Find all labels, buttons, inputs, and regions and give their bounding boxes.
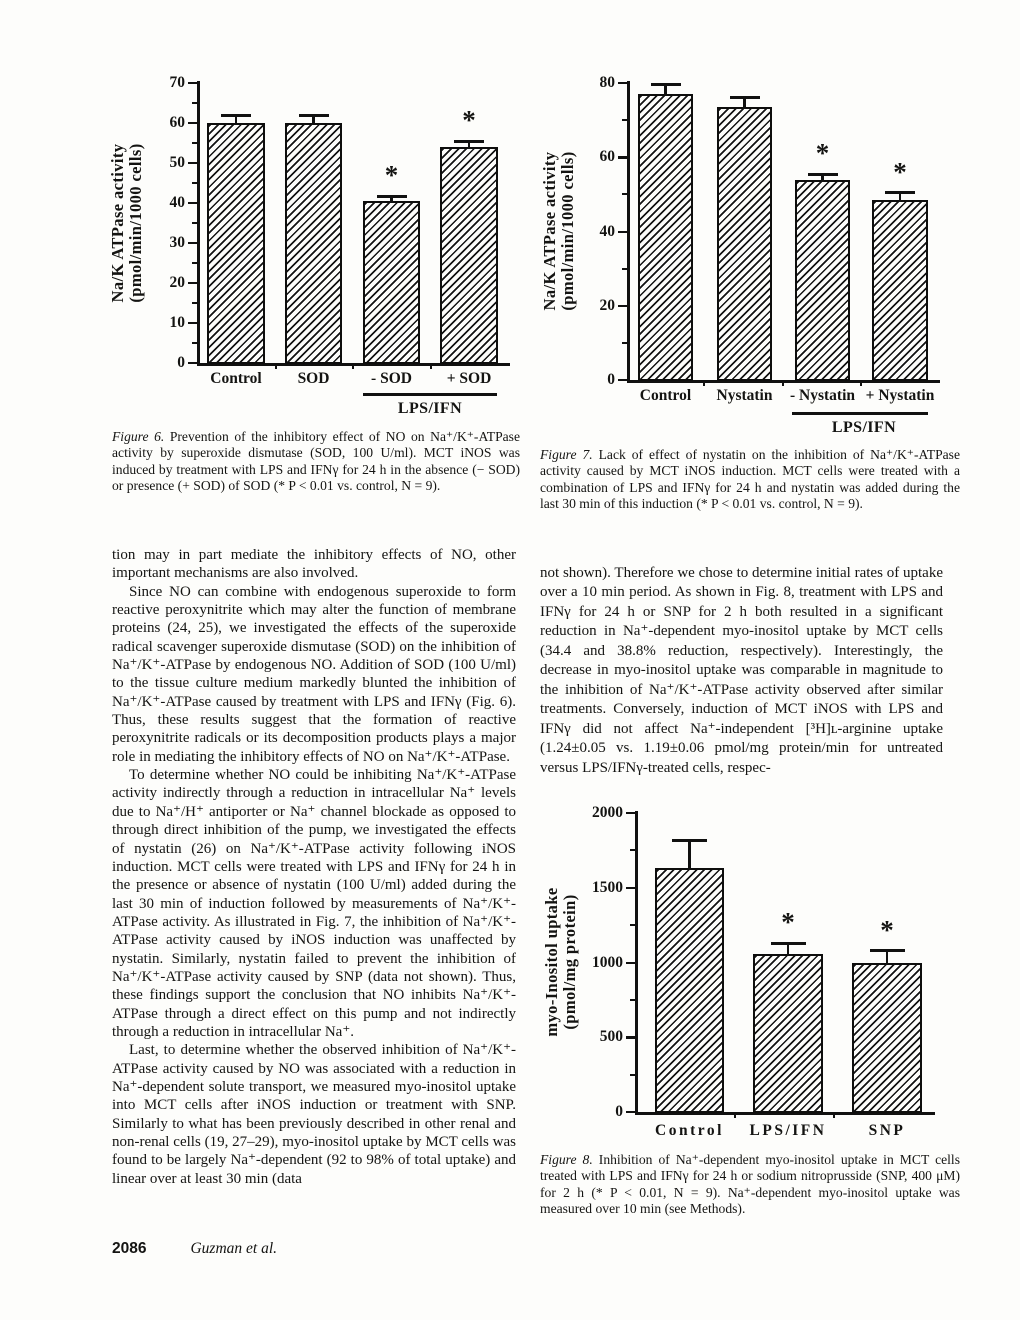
figure6-bar-chart [100, 55, 520, 427]
y-tick [188, 322, 197, 324]
error-bar-stem [787, 943, 789, 955]
y-tick-label: 40 [169, 194, 185, 211]
y-tick-label: 60 [169, 114, 185, 131]
y-tick [626, 812, 635, 814]
error-bar-cap [672, 839, 707, 842]
y-axis-title-line: Na/K ATPase activity [540, 151, 559, 311]
y-axis [635, 811, 638, 1114]
y-tick-label: 0 [615, 1103, 623, 1120]
y-minor-tick [630, 999, 635, 1001]
x-minor-tick [734, 1114, 736, 1118]
y-minor-tick [192, 262, 197, 264]
y-axis-title-line: myo-Inositol uptake [542, 887, 561, 1037]
category-label: - SOD [371, 370, 412, 387]
y-tick-label: 0 [177, 354, 185, 371]
bar [638, 94, 693, 381]
bar [655, 868, 724, 1113]
y-tick [188, 122, 197, 124]
y-minor-tick [192, 182, 197, 184]
y-tick-label: 1000 [592, 953, 623, 971]
figure8-caption [540, 1152, 960, 1218]
error-bar-cap [651, 83, 681, 86]
error-bar-cap [730, 96, 760, 99]
y-tick-label: 1500 [592, 878, 623, 896]
body-paragraph: tion may in part mediate the inhibitory effects of NO, other important mechanisms are also involved. [112, 547, 516, 582]
figure8-bar-chart [520, 785, 980, 1165]
significance-asterisk: * [880, 914, 894, 945]
significance-asterisk: * [815, 137, 830, 168]
category-label: - Nystatin [789, 387, 855, 404]
y-minor-tick [192, 222, 197, 224]
y-tick [618, 156, 627, 158]
y-minor-tick [622, 342, 627, 344]
figure6-caption-label: Figure 6. [112, 429, 165, 444]
y-tick [188, 82, 197, 84]
y-minor-tick [630, 1074, 635, 1076]
category-label: Control [655, 1122, 724, 1139]
y-tick-label: 60 [599, 148, 615, 166]
y-axis-title-line: Na/K ATPase activity [108, 143, 127, 303]
y-axis-title-line: (pmol/mg protein) [559, 894, 579, 1030]
category-label: SOD [297, 370, 330, 387]
category-label: Control [639, 387, 692, 404]
body-paragraph: Since NO can combine with endogenous superoxide to form reactive peroxynitrite which may alter the function of membrane proteins (24, 25), we investigated the effects of the superoxide radical scavenger superoxide dismutase (SOD) on the inhibition of Na⁺/K⁺-ATPase by endogenous NO. Addition of SOD (100 U/ml) to the tissue culture medium markedly blunted the inhibition of Na⁺/K⁺-ATPase caused by treatment with LPS and IFNγ (Fig. 6). Thus, these results suggest that the formation of reactive peroxynitrite radicals or its decomposition products plays a major role in mediating the inhibitory effects of NO on Na⁺/K⁺-ATPase. [112, 583, 516, 765]
figure8-caption-text: Inhibition of Na⁺-dependent myo-inositol uptake in MCT cells treated with LPS and IFNγ for 24 h or sodium nitroprusside (SNP, 400 μM) for 2 h (* P < 0.01, N = 9). Na⁺-dependent myo-inositol uptake was measured over 10 min (see Methods). [540, 1152, 960, 1217]
group-bracket [363, 393, 497, 396]
y-tick-label: 30 [169, 234, 185, 251]
y-axis [627, 81, 630, 382]
y-tick [188, 362, 197, 364]
error-bar-cap [221, 114, 251, 117]
y-tick [626, 1036, 635, 1038]
y-axis-title [109, 58, 147, 388]
y-tick [618, 231, 627, 233]
y-tick [188, 162, 197, 164]
y-minor-tick [630, 849, 635, 851]
y-minor-tick [622, 193, 627, 195]
y-minor-tick [192, 102, 197, 104]
bar [852, 963, 922, 1114]
error-bar-stem [664, 85, 666, 96]
x-minor-tick [782, 382, 784, 386]
figure7-caption [540, 447, 960, 513]
error-bar-cap [885, 191, 915, 194]
significance-asterisk: * [893, 156, 907, 187]
bar [440, 147, 498, 364]
page-footer [112, 1240, 277, 1258]
significance-asterisk: * [462, 105, 476, 135]
page-number: 2086 [112, 1240, 147, 1257]
y-tick-label: 500 [599, 1028, 623, 1046]
error-bar-cap [454, 140, 484, 143]
y-minor-tick [192, 342, 197, 344]
category-label: + SOD [446, 370, 492, 387]
y-tick-label: 20 [169, 274, 185, 291]
right-text-column [540, 564, 943, 778]
y-tick-label: 0 [607, 371, 615, 388]
figure7-caption-label: Figure 7. [540, 447, 593, 462]
y-tick-label: 2000 [592, 804, 623, 821]
y-tick [618, 379, 627, 381]
body-paragraph: not shown). Therefore we chose to determine initial rates of uptake over a 10 min period. As shown in Fig. 8, treatment with LPS and IFNγ for 24 h or SNP for 2 h both resulted in a significant reduction in Na⁺-dependent myo-inositol uptake by MCT cells (34.4 and 38.8% reduction, respectively). Interestingly, the decrease in myo-inositol uptake was comparable in magnitude to the inhibition of Na⁺/K⁺-ATPase activity observed after similar treatments. Conversely, induction of MCT iNOS with LPS and IFNγ did not affect Na⁺-independent [³H]ʟ-arginine uptake (1.24±0.05 vs. 1.19±0.06 pmol/mg protein/min for untreated versus LPS/IFNγ-treated cells, respec- [540, 565, 943, 776]
bar [872, 200, 928, 381]
error-bar-stem [743, 98, 745, 109]
group-label: LPS/IFN [831, 419, 897, 436]
error-bar-cap [771, 942, 806, 945]
category-label: + Nystatin [865, 387, 935, 404]
category-label: Nystatin [716, 387, 773, 404]
error-bar-stem [886, 951, 888, 965]
figure7-caption-text: Lack of effect of nystatin on the inhibition of Na⁺/K⁺-ATPase activity caused by MCT iNOS induction. MCT cells were treated with a combination of LPS and IFNγ for 24 h and nystatin was added during the last 30 min of this induction (* P < 0.01 vs. control, N = 9). [540, 447, 960, 512]
y-tick [626, 887, 635, 889]
y-axis-title-line: (pmol/min/1000 cells) [557, 151, 577, 311]
group-label: LPS/IFN [397, 400, 463, 417]
y-tick [618, 305, 627, 307]
significance-asterisk: * [781, 907, 795, 938]
bar [207, 123, 265, 364]
running-authors: Guzman et al. [190, 1240, 278, 1257]
y-tick [618, 82, 627, 84]
significance-asterisk: * [384, 160, 399, 191]
y-minor-tick [630, 924, 635, 926]
y-axis-title-line: (pmol/min/1000 cells) [125, 143, 145, 303]
x-minor-tick [703, 382, 705, 386]
bar [753, 954, 823, 1113]
x-minor-tick [430, 365, 432, 369]
y-tick [626, 962, 635, 964]
bar [285, 123, 342, 364]
y-tick [188, 282, 197, 284]
y-minor-tick [192, 302, 197, 304]
x-minor-tick [352, 365, 354, 369]
figure6-caption-text: Prevention of the inhibitory effect of NO on Na⁺/K⁺-ATPase activity by superoxide dismutase (SOD, 100 U/ml). MCT iNOS was induced by treatment with LPS and IFNγ for 24 h in the absence (− SOD) or presence (+ SOD) of SOD (* P < 0.01 vs. control, N = 9). [112, 429, 520, 494]
category-label: SNP [868, 1122, 906, 1139]
group-bracket [792, 412, 928, 415]
y-tick-label: 20 [599, 296, 615, 314]
x-minor-tick [275, 365, 277, 369]
y-tick-label: 70 [169, 74, 185, 91]
figure6-caption [112, 429, 520, 495]
y-axis-title [541, 66, 579, 396]
left-text-column [112, 546, 516, 1188]
x-minor-tick [833, 1114, 835, 1118]
body-paragraph: Last, to determine whether the observed inhibition of Na⁺/K⁺-ATPase activity caused by NO was associated with a reduction in Na⁺-dependent solute transport, we measured myo-inositol uptake into MCT cells after iNOS induction or treatment with SNP. Similarly to what has been previously described in other renal and non-renal cells (19, 27–29), myo-inositol uptake by MCT cells was found to be largely Na⁺-dependent (92 to 98% of total uptake) and linear over at least 30 min (data [112, 1042, 516, 1187]
y-tick [626, 1111, 635, 1113]
category-label: Control [210, 370, 262, 387]
error-bar-cap [870, 949, 905, 952]
body-paragraph: To determine whether NO could be inhibiting Na⁺/K⁺-ATPase activity indirectly through a reduction in intracellular Na⁺ levels due to Na⁺/H⁺ antiporter or Na⁺ channel blockade as opposed to through direct inhibition of the pump, we investigated the effects of nystatin (26) on Na⁺/K⁺-ATPase activity following iNOS induction. MCT cells were treated with LPS and IFNγ for 24 h in the presence or absence of nystatin (100 U/ml) added during the last 30 min of induction followed by measurements of Na⁺/K⁺-ATPase activity. As illustrated in Fig. 7, the inhibition of Na⁺/K⁺-ATPase activity caused by iNOS induction was unaffected by nystatin. Similarly, nystatin failed to prevent the inhibition of Na⁺/K⁺-ATPase activity caused by SNP (data not shown). Thus, these findings support the conclusion that NO inhibits Na⁺/K⁺-ATPase through a direct effect on this pump and not indirectly through a reduction in intracellular Na⁺. [112, 767, 516, 1040]
bar [795, 180, 850, 381]
bar [363, 201, 420, 364]
y-tick-label: 40 [599, 222, 615, 240]
bar [717, 107, 772, 381]
figure8-caption-label: Figure 8. [540, 1152, 593, 1167]
error-bar-cap [299, 114, 329, 117]
x-minor-tick [860, 382, 862, 386]
error-bar-cap [808, 173, 838, 176]
y-minor-tick [622, 119, 627, 121]
error-bar-cap [377, 195, 407, 198]
y-minor-tick [622, 268, 627, 270]
figure7-bar-chart [520, 55, 980, 455]
y-tick-label: 50 [169, 154, 185, 171]
y-tick [188, 202, 197, 204]
y-tick [188, 242, 197, 244]
y-tick-label: 80 [599, 74, 615, 91]
y-axis [197, 81, 200, 365]
y-axis-title [543, 797, 581, 1127]
error-bar-stem [688, 840, 690, 870]
y-tick-label: 10 [169, 314, 185, 331]
category-label: LPS/IFN [749, 1122, 827, 1139]
y-minor-tick [192, 142, 197, 144]
